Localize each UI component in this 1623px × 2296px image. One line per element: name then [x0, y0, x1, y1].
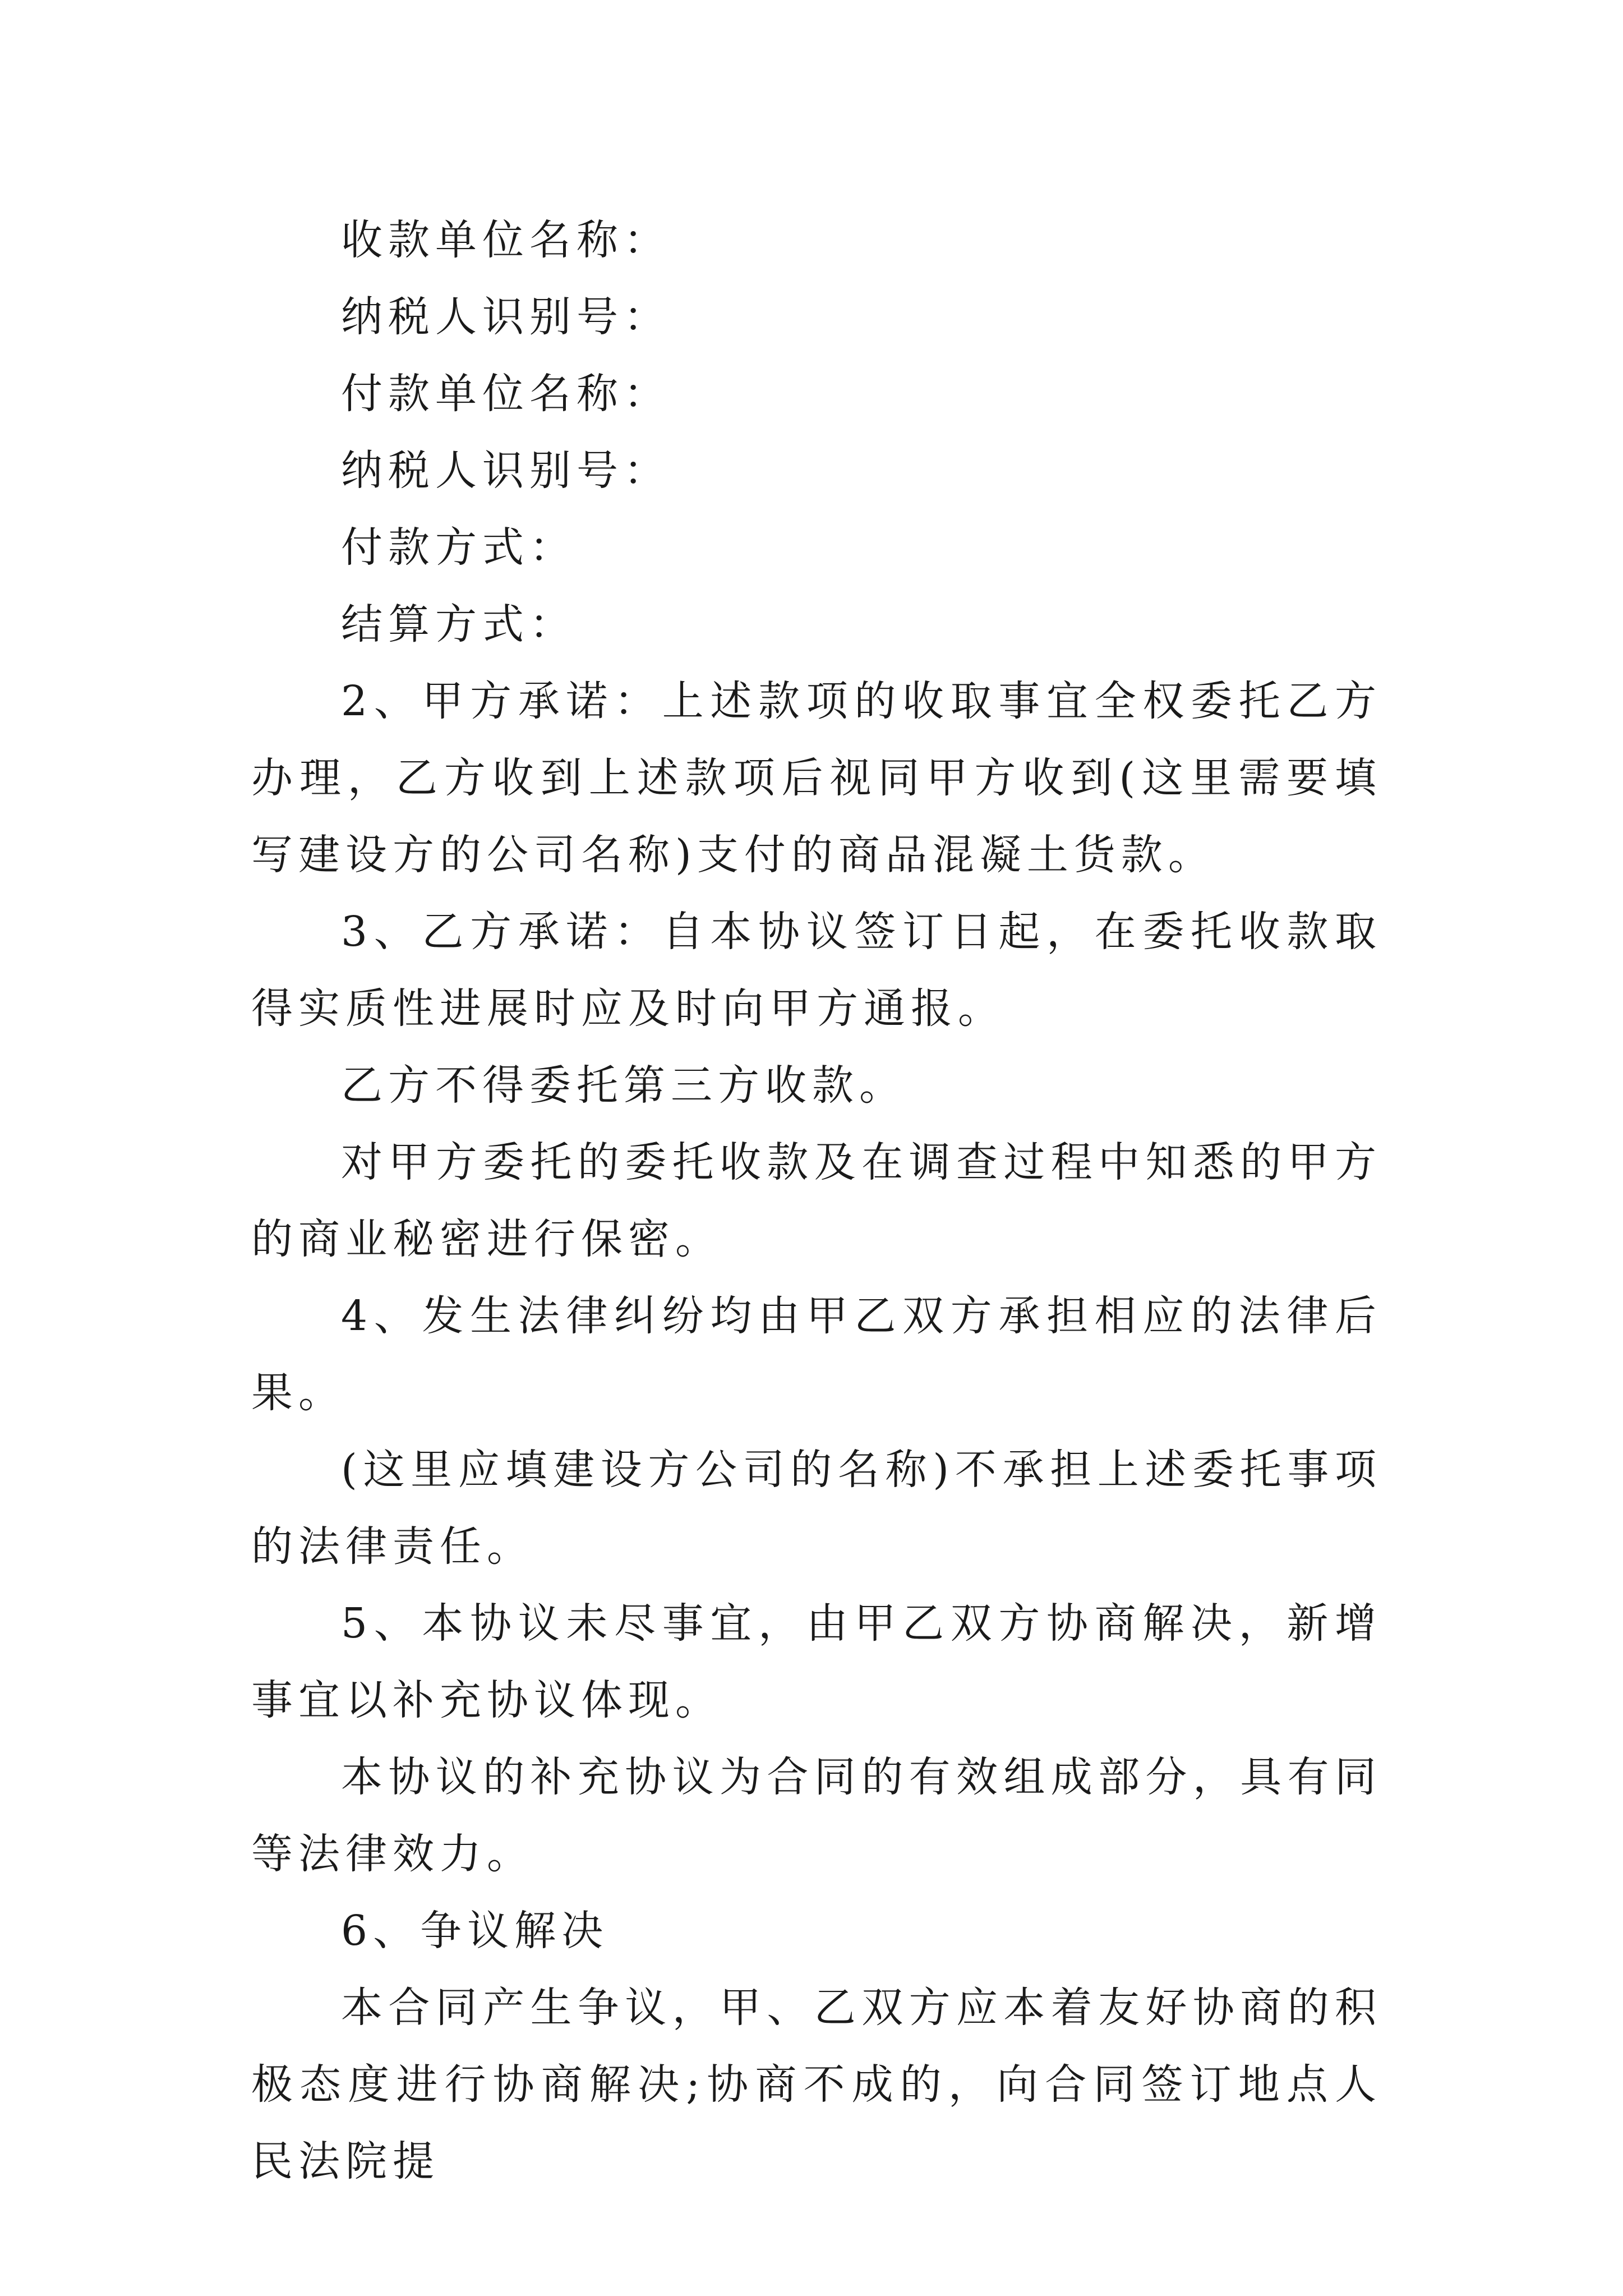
payment-method-field: 付款方式： — [341, 523, 577, 572]
payee-name-field: 收款单位名称： — [341, 216, 671, 264]
payee-taxpayer-id-field: 纳税人识别号： — [341, 293, 671, 341]
clause-4-liability-exclusion: (这里应填建设方公司的名称)不承担上述委托事项的法律责任。 — [251, 1446, 1382, 1571]
clause-6-dispute-resolution: 本合同产生争议，甲、乙双方应本着友好协商的积极态度进行协商解决;协商不成的，向合同签订地点人民法院提 — [251, 1984, 1382, 2185]
clause-3-no-third-party: 乙方不得委托第三方收款。 — [341, 1061, 906, 1110]
clause-3-confidentiality: 对甲方委托的委托收款及在调查过程中知悉的甲方的商业秘密进行保密。 — [251, 1138, 1382, 1263]
clause-3-party-b-commitment: 3、乙方承诺：自本协议签订日起，在委托收款取得实质性进展时应及时向甲方通报。 — [251, 908, 1382, 1033]
payer-name-field: 付款单位名称： — [341, 370, 671, 418]
clause-5-unresolved-matters: 5、本协议未尽事宜，由甲乙双方协商解决，新增事宜以补充协议体现。 — [251, 1599, 1382, 1724]
clause-4-legal-disputes: 4、发生法律纠纷均由甲乙双方承担相应的法律后果。 — [251, 1292, 1382, 1417]
clause-6-heading: 6、争议解决 — [341, 1907, 609, 1955]
clause-5-supplementary-agreement: 本协议的补充协议为合同的有效组成部分，具有同等法律效力。 — [251, 1753, 1382, 1878]
document-body — [251, 202, 1382, 2200]
payer-taxpayer-id-field: 纳税人识别号： — [341, 447, 671, 495]
settlement-method-field: 结算方式： — [341, 600, 577, 648]
clause-2-party-a-commitment: 2、甲方承诺：上述款项的收取事宜全权委托乙方办理，乙方收到上述款项后视同甲方收到(这里需要填写建设方的公司名称)支付的商品混凝土货款。 — [251, 677, 1382, 879]
